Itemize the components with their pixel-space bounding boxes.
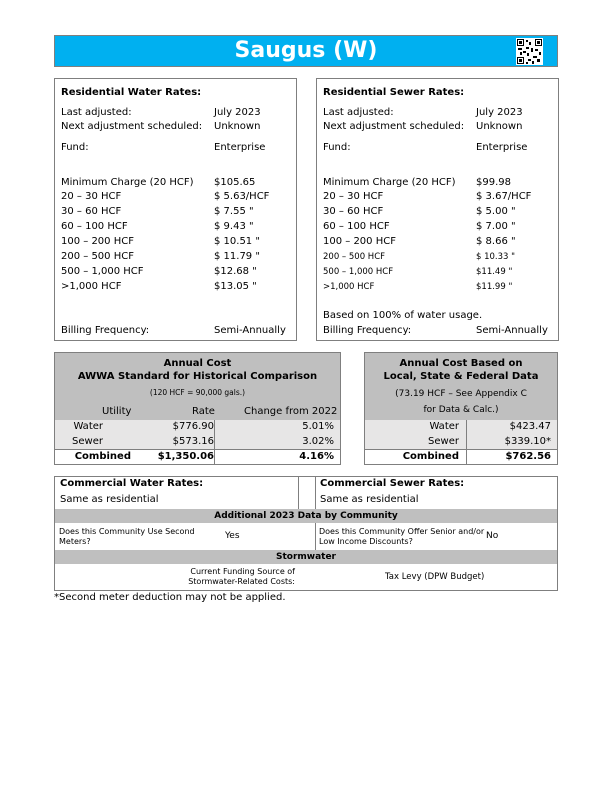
water-last-adjusted-row <box>61 107 290 121</box>
water-tier-value: $12.68 " <box>214 266 257 277</box>
awwa-combined-row <box>55 450 340 465</box>
commercial-sewer-value: Same as residential <box>320 494 419 505</box>
divider <box>214 420 215 465</box>
water-tier-row <box>61 281 290 295</box>
awwa-sewer-label: Sewer <box>72 436 103 447</box>
sewer-tier-row <box>323 177 552 191</box>
local-water-row <box>365 420 557 435</box>
sewer-tier-label: 30 – 60 HCF <box>323 206 384 217</box>
awwa-water-label: Water <box>73 421 103 432</box>
water-rates-heading: Residential Water Rates: <box>61 87 202 98</box>
awwa-sewer-change: 3.02% <box>302 436 334 447</box>
awwa-combined-rate: $1,350.06 <box>157 451 214 462</box>
local-title-line2: Local, State & Federal Data <box>383 371 539 382</box>
water-tier-value: $ 10.51 " <box>214 236 260 247</box>
awwa-water-rate: $776.90 <box>172 421 214 432</box>
awwa-water-row <box>55 420 340 435</box>
sewer-tier-row <box>323 267 552 281</box>
local-water-label: Water <box>429 421 459 432</box>
residential-water-rates-box <box>54 78 297 341</box>
local-header <box>365 353 557 420</box>
sewer-tier-label: 500 – 1,000 HCF <box>323 267 394 277</box>
sewer-tier-label: 60 – 100 HCF <box>323 221 390 232</box>
sewer-billing-row <box>323 325 552 339</box>
awwa-sewer-rate: $573.16 <box>172 436 214 447</box>
awwa-annual-cost-table <box>54 352 341 465</box>
water-tier-label: 200 – 500 HCF <box>61 251 134 262</box>
water-tier-label: 100 – 200 HCF <box>61 236 134 247</box>
sewer-billing-label: Billing Frequency: <box>323 325 412 336</box>
water-tier-label: >1,000 HCF <box>61 281 122 292</box>
second-meter-question: Does this Community Use Second Meters? <box>59 527 195 546</box>
local-water-rate: $423.47 <box>509 421 551 432</box>
local-sewer-label: Sewer <box>428 436 459 447</box>
sewer-rates-heading: Residential Sewer Rates: <box>323 87 465 98</box>
discount-question: Does this Community Offer Senior and/or Low Income Discounts? <box>319 527 485 546</box>
title-bar <box>54 35 558 67</box>
sewer-tier-value: $ 7.00 " <box>476 221 516 232</box>
commercial-water-value: Same as residential <box>60 494 159 505</box>
additional-data-bar: Additional 2023 Data by Community <box>55 509 557 523</box>
water-tier-row <box>61 236 290 250</box>
water-next-adjustment-label: Next adjustment scheduled: <box>61 121 203 132</box>
water-billing-row <box>61 325 290 339</box>
divider <box>298 477 299 509</box>
local-combined-row <box>365 450 557 465</box>
water-next-adjustment-value: Unknown <box>214 121 261 132</box>
stormwater-funding-question: Current Funding Source of Stormwater-Related Costs: <box>188 567 295 586</box>
water-tier-row <box>61 177 290 191</box>
local-subtitle-line2: for Data & Calc.) <box>423 405 499 415</box>
sewer-tier-value: $11.49 " <box>476 267 513 277</box>
commercial-sewer-heading: Commercial Sewer Rates: <box>320 478 465 489</box>
water-tier-label: 20 – 30 HCF <box>61 191 122 202</box>
water-billing-label: Billing Frequency: <box>61 325 150 336</box>
water-tier-value: $ 9.43 " <box>214 221 254 232</box>
awwa-sewer-row <box>55 435 340 450</box>
local-sewer-row <box>365 435 557 450</box>
sewer-fund-value: Enterprise <box>476 142 528 153</box>
water-tier-label: 500 – 1,000 HCF <box>61 266 144 277</box>
sewer-usage-note: Based on 100% of water usage. <box>323 310 483 321</box>
awwa-column-headers <box>55 404 340 420</box>
water-tier-row <box>61 221 290 235</box>
commercial-water-heading: Commercial Water Rates: <box>60 478 204 489</box>
sewer-fund-label: Fund: <box>323 142 351 153</box>
awwa-combined-label: Combined <box>74 451 131 462</box>
water-tier-row <box>61 266 290 280</box>
sewer-tier-label: 100 – 200 HCF <box>323 236 396 247</box>
water-tier-label: 30 – 60 HCF <box>61 206 122 217</box>
awwa-combined-change: 4.16% <box>299 451 334 462</box>
sewer-billing-value: Semi-Annually <box>476 325 548 336</box>
local-combined-rate: $762.56 <box>505 451 551 462</box>
sewer-tier-value: $99.98 <box>476 177 511 188</box>
water-tier-value: $ 7.55 " <box>214 206 254 217</box>
sewer-tier-row <box>323 252 552 266</box>
sewer-tier-value: $ 5.00 " <box>476 206 516 217</box>
local-subtitle-line1: (73.19 HCF – See Appendix C <box>395 389 527 399</box>
water-tier-label: Minimum Charge (20 HCF) <box>61 177 194 188</box>
sewer-next-adjustment-value: Unknown <box>476 121 523 132</box>
awwa-water-change: 5.01% <box>302 421 334 432</box>
local-annual-cost-table <box>364 352 558 465</box>
awwa-col-change: Change from 2022 <box>244 406 338 417</box>
awwa-col-rate: Rate <box>192 406 215 417</box>
local-sewer-rate: $339.10* <box>504 436 551 447</box>
commercial-and-additional-data-box <box>54 476 558 591</box>
sewer-last-adjusted-row <box>323 107 552 121</box>
sewer-last-adjusted-value: July 2023 <box>476 107 523 118</box>
water-tier-row <box>61 191 290 205</box>
page-title: Saugus (W) <box>234 38 378 63</box>
awwa-header <box>55 353 340 404</box>
awwa-subtitle: (120 HCF = 90,000 gals.) <box>149 388 246 397</box>
sewer-tier-label: Minimum Charge (20 HCF) <box>323 177 456 188</box>
sewer-next-adjustment-label: Next adjustment scheduled: <box>323 121 465 132</box>
sewer-tier-row <box>323 191 552 205</box>
local-title-line1: Annual Cost Based on <box>399 358 523 369</box>
sewer-tier-value: $ 8.66 " <box>476 236 516 247</box>
sewer-tier-value: $ 3.67/HCF <box>476 191 532 202</box>
awwa-title-line2: AWWA Standard for Historical Comparison <box>77 371 318 382</box>
divider <box>466 420 467 465</box>
sewer-tier-label: 200 – 500 HCF <box>323 252 386 262</box>
water-last-adjusted-label: Last adjusted: <box>61 107 132 118</box>
qr-code-icon <box>516 38 543 65</box>
second-meter-answer: Yes <box>225 531 240 541</box>
footnote: *Second meter deduction may not be applied. <box>54 592 286 603</box>
divider <box>55 449 340 450</box>
divider <box>315 477 316 509</box>
water-tier-row <box>61 251 290 265</box>
water-tier-value: $105.65 <box>214 177 256 188</box>
water-fund-label: Fund: <box>61 142 89 153</box>
sewer-tier-row <box>323 282 552 296</box>
water-tier-row <box>61 206 290 220</box>
stormwater-funding-answer: Tax Levy (DPW Budget) <box>385 572 485 582</box>
water-tier-value: $ 5.63/HCF <box>214 191 270 202</box>
water-tier-label: 60 – 100 HCF <box>61 221 128 232</box>
water-last-adjusted-value: July 2023 <box>214 107 261 118</box>
water-tier-value: $ 11.79 " <box>214 251 260 262</box>
sewer-note-row <box>323 310 552 324</box>
water-fund-value: Enterprise <box>214 142 266 153</box>
sewer-tier-value: $ 10.33 " <box>476 252 516 262</box>
sewer-tier-label: 20 – 30 HCF <box>323 191 384 202</box>
divider <box>315 523 316 550</box>
stormwater-bar: Stormwater <box>55 550 557 564</box>
local-combined-label: Combined <box>402 451 459 462</box>
sewer-last-adjusted-label: Last adjusted: <box>323 107 394 118</box>
sewer-tier-value: $11.99 " <box>476 282 513 292</box>
sewer-tier-label: >1,000 HCF <box>323 282 375 292</box>
sewer-tier-row <box>323 221 552 235</box>
sewer-next-adjustment-row <box>323 121 552 135</box>
water-next-adjustment-row <box>61 121 290 135</box>
residential-sewer-rates-box <box>316 78 559 341</box>
awwa-col-utility: Utility <box>102 406 132 417</box>
sewer-fund-row <box>323 142 552 156</box>
water-fund-row <box>61 142 290 156</box>
sewer-tier-row <box>323 206 552 220</box>
water-tier-value: $13.05 " <box>214 281 257 292</box>
awwa-title-line1: Annual Cost <box>163 358 232 369</box>
water-billing-value: Semi-Annually <box>214 325 286 336</box>
discount-answer: No <box>486 531 499 541</box>
sewer-tier-row <box>323 236 552 250</box>
divider <box>365 449 557 450</box>
